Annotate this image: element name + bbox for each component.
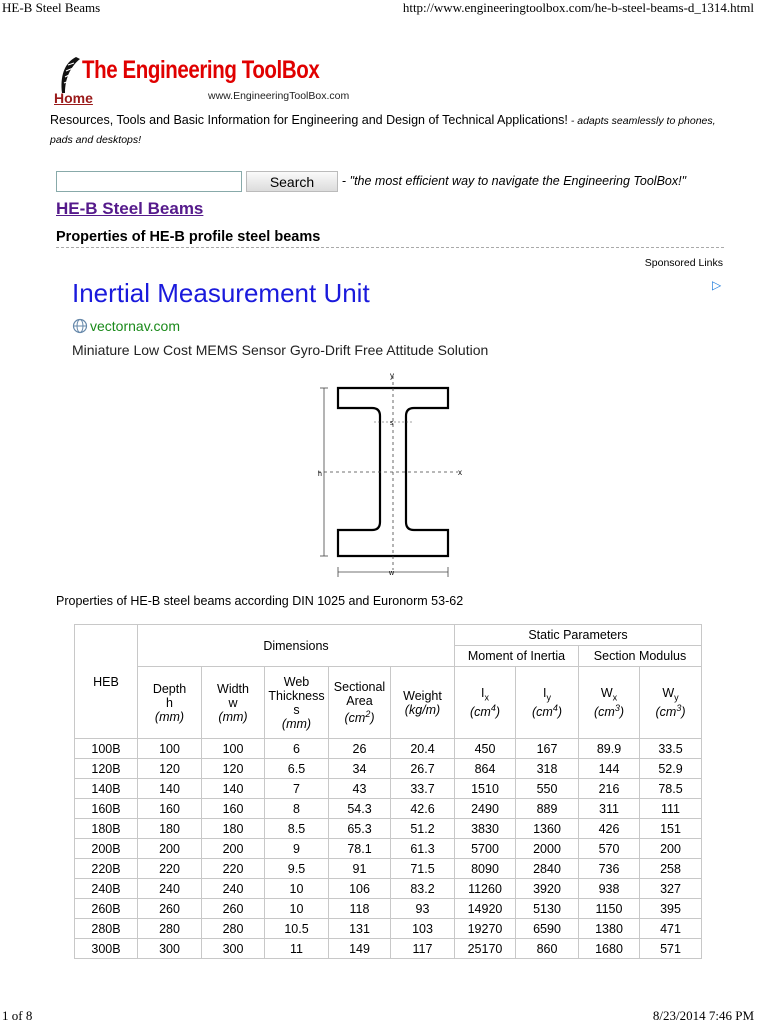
search-tagline-text: "the most efficient way to navigate the Engineering ToolBox!" (349, 174, 687, 188)
heb-beam-diagram (312, 370, 472, 580)
table-row (75, 919, 702, 939)
table-cell: 260 (138, 899, 202, 919)
width-header: Width w (mm) (202, 667, 265, 739)
table-cell: 25170 (455, 939, 516, 959)
table-cell: 103 (391, 919, 455, 939)
table-cell: 6 (265, 739, 329, 759)
table-cell: 280 (202, 919, 265, 939)
table-cell: 1150 (579, 899, 640, 919)
table-cell: 160 (138, 799, 202, 819)
table-cell: 200 (138, 839, 202, 859)
wy-header: $W_y$ $(cm^3)$ (640, 667, 702, 739)
table-cell: 571 (640, 939, 702, 959)
table-cell: 91 (329, 859, 391, 879)
table-cell: 318 (516, 759, 579, 779)
y-axis-label: y (390, 371, 394, 380)
feather-logo-icon (56, 55, 82, 95)
table-cell: 200 (640, 839, 702, 859)
table-row (75, 839, 702, 859)
table-cell: 151 (640, 819, 702, 839)
table-cell: 8 (265, 799, 329, 819)
wx-header: $W_x$ $(cm^3)$ (579, 667, 640, 739)
table-cell: 83.2 (391, 879, 455, 899)
table-cell: 54.3 (329, 799, 391, 819)
table-cell: 7 (265, 779, 329, 799)
table-cell: 78.5 (640, 779, 702, 799)
table-cell: 160 (202, 799, 265, 819)
table-cell: 26 (329, 739, 391, 759)
heb-properties-table (74, 624, 702, 959)
table-cell: 180 (138, 819, 202, 839)
table-cell: 5700 (455, 839, 516, 859)
page-subtitle: Properties of HE-B profile steel beams (56, 229, 321, 245)
sponsored-links-label: Sponsored Links (644, 257, 723, 269)
table-cell: 140 (138, 779, 202, 799)
tagline-note: - adapts seamlessly to phones, pads and desktops! (50, 115, 716, 146)
table-cell: 118 (329, 899, 391, 919)
table-cell: 65.3 (329, 819, 391, 839)
table-cell: 471 (640, 919, 702, 939)
globe-icon (72, 318, 88, 334)
logo-url: www.EngineeringToolBox.com (208, 90, 350, 102)
table-cell: 120 (202, 759, 265, 779)
table-cell: 149 (329, 939, 391, 959)
iy-header: $I_y$ $(cm^4)$ (516, 667, 579, 739)
table-cell: 200 (202, 839, 265, 859)
site-tagline (50, 111, 720, 149)
table-cell: 160B (75, 799, 138, 819)
table-cell: 100B (75, 739, 138, 759)
page-title[interactable]: HE-B Steel Beams (56, 199, 204, 218)
table-row (75, 859, 702, 879)
table-row (75, 939, 702, 959)
weight-header: Weight (kg/m) (391, 667, 455, 739)
sectional-area-header: Sectional Area $(cm^2)$ (329, 667, 391, 739)
table-cell: 10.5 (265, 919, 329, 939)
table-cell: 200B (75, 839, 138, 859)
table-cell: 240B (75, 879, 138, 899)
table-cell: 11260 (455, 879, 516, 899)
table-cell: 570 (579, 839, 640, 859)
table-cell: 26.7 (391, 759, 455, 779)
heb-header: HEB (75, 625, 138, 739)
table-cell: 327 (640, 879, 702, 899)
search-button[interactable]: Search (246, 171, 338, 192)
table-cell: 117 (391, 939, 455, 959)
web-thickness-header: Web Thickness s (mm) (265, 667, 329, 739)
table-cell: 280 (138, 919, 202, 939)
table-cell: 5130 (516, 899, 579, 919)
table-cell: 111 (640, 799, 702, 819)
table-cell: 106 (329, 879, 391, 899)
table-cell: 120B (75, 759, 138, 779)
table-cell: 78.1 (329, 839, 391, 859)
table-cell: 260 (202, 899, 265, 919)
print-footer-page: 1 of 8 (2, 1008, 33, 1023)
table-cell: 240 (138, 879, 202, 899)
table-cell: 6.5 (265, 759, 329, 779)
table-cell: 1680 (579, 939, 640, 959)
table-cell: 240 (202, 879, 265, 899)
table-cell: 10 (265, 899, 329, 919)
x-axis-label: x (458, 468, 462, 477)
table-cell: 61.3 (391, 839, 455, 859)
table-cell: 20.4 (391, 739, 455, 759)
table-row (75, 779, 702, 799)
table-cell: 1360 (516, 819, 579, 839)
table-cell: 140B (75, 779, 138, 799)
print-header-title: HE-B Steel Beams (2, 0, 101, 15)
table-row (75, 739, 702, 759)
table-cell: 100 (202, 739, 265, 759)
table-cell: 860 (516, 939, 579, 959)
dimensions-header: Dimensions (138, 625, 455, 667)
w-label: w (389, 570, 395, 577)
table-cell: 14920 (455, 899, 516, 919)
logo-title: The Engineering ToolBox (82, 56, 320, 84)
table-cell: 140 (202, 779, 265, 799)
table-row (75, 879, 702, 899)
ad-description: Miniature Low Cost MEMS Sensor Gyro-Drift Free Attitude Solution (72, 342, 489, 358)
table-row (75, 799, 702, 819)
table-cell: 180B (75, 819, 138, 839)
ad-title-link[interactable]: Inertial Measurement Unit (72, 278, 370, 308)
home-link[interactable]: Home (54, 90, 93, 106)
table-cell: 2840 (516, 859, 579, 879)
table-cell: 395 (640, 899, 702, 919)
table-cell: 450 (455, 739, 516, 759)
table-cell: 1510 (455, 779, 516, 799)
table-cell: 300B (75, 939, 138, 959)
table-cell: 426 (579, 819, 640, 839)
table-cell: 19270 (455, 919, 516, 939)
table-body (75, 739, 702, 959)
ad-choices-icon[interactable]: ▷ (712, 278, 722, 292)
table-cell: 216 (579, 779, 640, 799)
ix-header: $I_x$ $(cm^4)$ (455, 667, 516, 739)
section-divider (56, 247, 724, 248)
table-cell: 34 (329, 759, 391, 779)
table-cell: 938 (579, 879, 640, 899)
search-input[interactable] (56, 171, 242, 192)
table-cell: 93 (391, 899, 455, 919)
depth-header: Depth h (mm) (138, 667, 202, 739)
table-cell: 10 (265, 879, 329, 899)
table-cell: 2490 (455, 799, 516, 819)
table-cell: 33.7 (391, 779, 455, 799)
table-cell: 131 (329, 919, 391, 939)
table-cell: 280B (75, 919, 138, 939)
search-tagline-prefix: - (342, 174, 350, 188)
h-label: h (318, 471, 322, 478)
table-cell: 11 (265, 939, 329, 959)
table-cell: 3830 (455, 819, 516, 839)
table-cell: 100 (138, 739, 202, 759)
table-caption: Properties of HE-B steel beams according DIN 1025 and Euronorm 53-62 (56, 594, 464, 608)
table-row (75, 759, 702, 779)
search-tagline (342, 174, 686, 188)
table-cell: 6590 (516, 919, 579, 939)
table-cell: 8090 (455, 859, 516, 879)
tagline-text: Resources, Tools and Basic Information for Engineering and Design of Technical Applications! (50, 113, 568, 127)
table-cell: 300 (138, 939, 202, 959)
table-cell: 42.6 (391, 799, 455, 819)
table-cell: 864 (455, 759, 516, 779)
table-cell: 736 (579, 859, 640, 879)
section-modulus-header: Section Modulus (579, 646, 702, 667)
table-cell: 260B (75, 899, 138, 919)
table-cell: 120 (138, 759, 202, 779)
moment-of-inertia-header: Moment of Inertia (455, 646, 579, 667)
table-cell: 52.9 (640, 759, 702, 779)
ad-site-link[interactable]: vectornav.com (90, 318, 180, 334)
table-row (75, 819, 702, 839)
table-cell: 9.5 (265, 859, 329, 879)
table-cell: 300 (202, 939, 265, 959)
table-cell: 167 (516, 739, 579, 759)
table-cell: 33.5 (640, 739, 702, 759)
static-parameters-header: Static Parameters (455, 625, 702, 646)
table-cell: 550 (516, 779, 579, 799)
table-row (75, 899, 702, 919)
table-cell: 220 (138, 859, 202, 879)
table-cell: 180 (202, 819, 265, 839)
table-cell: 51.2 (391, 819, 455, 839)
table-cell: 889 (516, 799, 579, 819)
table-cell: 89.9 (579, 739, 640, 759)
table-cell: 311 (579, 799, 640, 819)
table-cell: 258 (640, 859, 702, 879)
s-label: s (390, 420, 394, 427)
table-cell: 3920 (516, 879, 579, 899)
table-cell: 8.5 (265, 819, 329, 839)
table-cell: 2000 (516, 839, 579, 859)
table-cell: 71.5 (391, 859, 455, 879)
table-cell: 9 (265, 839, 329, 859)
print-header-url: http://www.engineeringtoolbox.com/he-b-steel-beams-d_1314.html (402, 0, 754, 15)
print-footer-datetime: 8/23/2014 7:46 PM (652, 1008, 754, 1023)
table-cell: 220 (202, 859, 265, 879)
table-cell: 43 (329, 779, 391, 799)
table-cell: 220B (75, 859, 138, 879)
table-cell: 1380 (579, 919, 640, 939)
table-cell: 144 (579, 759, 640, 779)
